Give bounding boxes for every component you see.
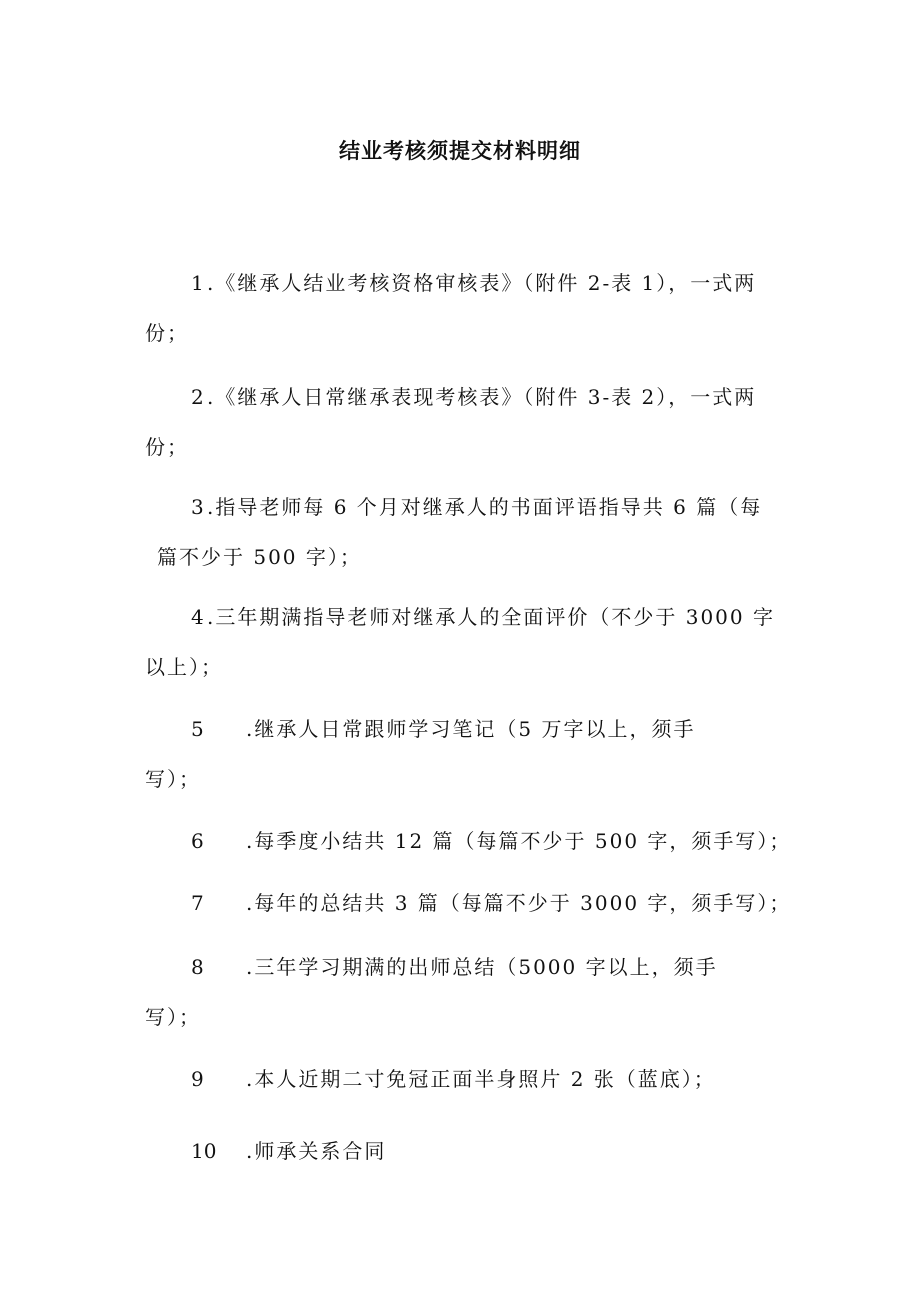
item-10-text: .师承关系合同 — [246, 1139, 387, 1163]
item-4-text: .三年期满指导老师对继承人的全面评价（不少于 3000 字 — [207, 605, 775, 629]
item-7-number: 7 — [191, 891, 204, 915]
item-4-number: 4 — [191, 605, 204, 629]
document-title: 结业考核须提交材料明细 — [339, 139, 581, 163]
item-2-number: 2 — [191, 385, 204, 409]
item-3-continuation: 篇不少于 500 字）； — [157, 545, 362, 569]
item-8-text: .三年学习期满的出师总结（5000 字以上，须手 — [246, 955, 718, 979]
item-3-text: .指导老师每 6 个月对继承人的书面评语指导共 6 篇（每 — [207, 495, 763, 519]
item-7-text: .每年的总结共 3 篇（每篇不少于 3000 字，须手写）； — [246, 891, 792, 915]
item-5-continuation: 写）； — [145, 767, 201, 791]
item-1-number: 1 — [191, 271, 204, 295]
item-5-number: 5 — [191, 717, 204, 741]
item-4-continuation: 以上）； — [145, 655, 223, 679]
item-10-number: 10 — [191, 1139, 217, 1163]
item-8-continuation: 写）； — [145, 1005, 201, 1029]
item-3-number: 3 — [191, 495, 204, 519]
item-6-number: 6 — [191, 829, 204, 853]
item-2-continuation: 份； — [145, 435, 189, 459]
item-9-text: .本人近期二寸免冠正面半身照片 2 张（蓝底）； — [246, 1067, 716, 1091]
item-6-text: .每季度小结共 12 篇（每篇不少于 500 字，须手写）； — [246, 829, 792, 853]
item-5-text: .继承人日常跟师学习笔记（5 万字以上，须手 — [246, 717, 696, 741]
item-2-text: .《继承人日常继承表现考核表》（附件 3-表 2），一式两 — [207, 385, 757, 409]
item-9-number: 9 — [191, 1067, 204, 1091]
item-8-number: 8 — [191, 955, 204, 979]
item-1-continuation: 份； — [145, 321, 189, 345]
item-1-text: .《继承人结业考核资格审核表》（附件 2-表 1），一式两 — [207, 271, 757, 295]
